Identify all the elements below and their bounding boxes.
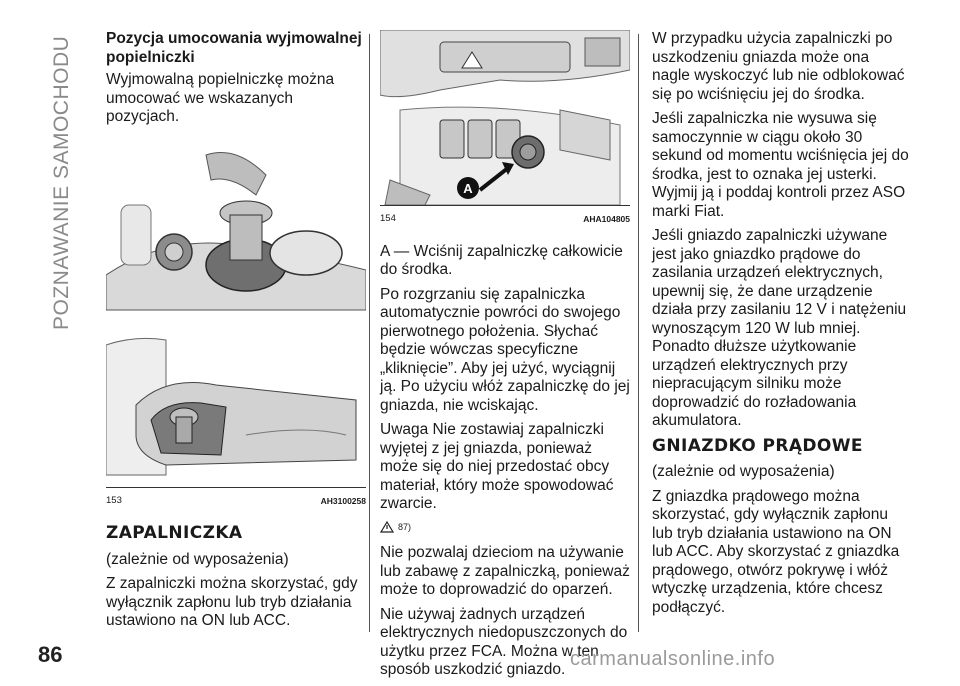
watermark: carmanualsonline.info — [570, 648, 776, 670]
warning-ref-number: 87) — [398, 521, 412, 532]
body-paragraph: Nie pozwalaj dzieciom na używanie lub zabawę z zapalniczką, ponieważ może to doprowadzić do oparzeń. — [380, 544, 630, 598]
figure-caption — [106, 487, 366, 511]
column-divider — [638, 34, 639, 632]
figure-153 — [106, 135, 366, 511]
section-title: ZAPALNICZKA — [106, 523, 243, 543]
body-paragraph: Jeśli gniazdo zapalniczki używane jest jako gniazdko prądowe do zasilania urządzeń elektrycznych, upewnij się, że dane urządzenie działa przy zasilaniu 12 V i natężeniu wynoszącym 120 W lub mniej. Ponadto dłuższe użytkowanie urządzeń elektrycznych przy niepracującym silniku może doprowadzić do rozładowania akumulatora. — [652, 227, 907, 429]
figure-code: AHA104805 — [583, 214, 630, 224]
figure-caption — [380, 205, 630, 229]
column-1 — [106, 30, 366, 637]
body-paragraph: Z gniazdka prądowego można skorzystać, gdy wyłącznik zapłonu lub tryb działania ustawiono na ON lub ACC. Aby skorzystać z gniazdka prądowego, otwórz pokrywę i włóż wtyczkę urządzenia, które chcesz podłączyć. — [652, 487, 900, 616]
subheading: Pozycja umocowania wyjmowalnej popielniczki — [106, 30, 362, 66]
figure-code: AH3100258 — [320, 495, 366, 506]
figure-number: 154 — [380, 213, 396, 224]
body-paragraph: Po rozgrzaniu się zapalniczka automatycznie powróci do swojego pierwotnego położenia. Słychać będzie wówczas specyficzne „kliknięcie”. Aby jej użyć, wyciągnij ją. Po użyciu włóż zapalniczkę do jej gniazda, nie wciskając. — [380, 285, 630, 414]
intro-paragraph: Wyjmowalną popielniczkę można umocować we wskazanych pozycjach. — [106, 71, 335, 125]
availability-note: (zależnie od wyposażenia) — [652, 463, 835, 480]
body-paragraph: Uwaga Nie zostawiaj zapalniczki wyjętej z jej gniazda, ponieważ może się do niej przedostać obcy materiał, który może spowodować zwarcie. — [380, 421, 614, 512]
figure-number: 153 — [106, 494, 122, 506]
column-3 — [652, 30, 910, 623]
side-section-title: POZNAWANIE SAMOCHODU — [50, 35, 73, 330]
warning-reference — [380, 518, 630, 537]
warning-triangle-icon — [380, 521, 394, 533]
page-number: 86 — [38, 642, 63, 667]
cigarette-lighter-illustration — [380, 30, 630, 205]
ashtray-illustration — [106, 135, 366, 487]
column-divider — [369, 34, 370, 632]
body-paragraph: Jeśli zapalniczka nie wysuwa się samoczynnie w ciągu około 30 sekund od momentu wciśnięcia jej do środka, jest to oznaka jej usterki. Wyjmij ją i poddaj kontroli przez ASO marki Fiat. — [652, 110, 909, 220]
callout-label: A — [463, 181, 473, 196]
body-paragraph: W przypadku użycia zapalniczki po uszkodzeniu gniazda może ona nagle wyskoczyć lub nie odblokować się po wciśnięciu jej do środka. — [652, 30, 905, 103]
column-2 — [380, 30, 630, 686]
section-title: GNIAZDKO PRĄDOWE — [652, 435, 863, 456]
body-paragraph: Z zapalniczki można skorzystać, gdy wyłącznik zapłonu lub tryb działania ustawiono na ON lub ACC. — [106, 575, 358, 629]
figure-154 — [380, 30, 630, 229]
body-paragraph: A — Wciśnij zapalniczkę całkowicie do środka. — [380, 242, 623, 278]
body-paragraph: Nie używaj żadnych urządzeń elektrycznych niedopuszczonych do użytku przez FCA. Można w ten sposób uszkodzić gniazdo. — [380, 605, 628, 678]
availability-note: (zależnie od wyposażenia) — [106, 550, 289, 568]
